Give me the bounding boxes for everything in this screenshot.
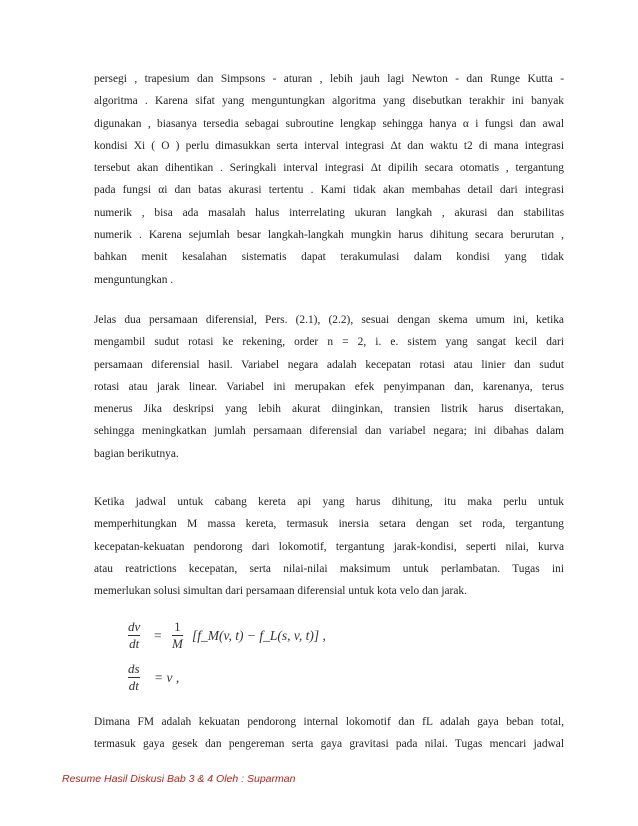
equation-2-rhs: = v , bbox=[154, 670, 180, 685]
fraction-denominator: M bbox=[172, 636, 183, 651]
text-line: persamaan diferensial hasil. Variabel negara adalah kecepatan rotasi atau linier dan sudut bbox=[94, 358, 564, 371]
one-over-m-fraction bbox=[172, 620, 183, 651]
ds-dt-fraction bbox=[128, 662, 140, 693]
text-line: atau reatrictions kecepatan, serta nilai-nilai maksimum untuk perlambatan. Tugas ini bbox=[94, 562, 564, 575]
dv-dt-fraction bbox=[128, 620, 140, 651]
text-line: sehingga meningkatkan jumlah persamaan diferensial dan variabel negara; ini dibahas dalam bbox=[94, 425, 564, 438]
text-line: numerik . Karena sejumlah besar langkah-langkah mungkin harus dihitung secara berurutan , bbox=[94, 229, 564, 242]
differential-equations bbox=[128, 618, 358, 700]
fraction-numerator: dv bbox=[128, 619, 141, 634]
fraction-denominator: dt bbox=[128, 678, 139, 693]
paragraph-1 bbox=[94, 68, 564, 291]
text-line: pada fungsi αi dan batas akurasi tertentu . Kami tidak akan membahas detail dari integrasi bbox=[94, 184, 564, 197]
text-line: Ketika jadwal untuk cabang kereta api yang harus dihitung, itu maka perlu untuk bbox=[94, 496, 564, 508]
text-line: digunakan , biasanya tersedia sebagai subroutine lengkap sehingga hanya α i fungsi dan awal bbox=[94, 117, 564, 130]
text-line: kecepatan-kekuatan pendorong dari lokomotif, tergantung jarak-kondisi, seperti nilai, kurva bbox=[94, 540, 564, 553]
text-line: rotasi atau jarak linear. Variabel ini merupakan efek penyimpanan dan, karenanya, terus bbox=[94, 380, 564, 393]
text-line: algoritma . Karena sifat yang menguntungkan algoritma yang disebutkan terakhir ini banyak bbox=[94, 95, 564, 108]
paragraph-4 bbox=[94, 711, 564, 756]
page-footer: Resume Hasil Diskusi Bab 3 & 4 Oleh : Suparman bbox=[62, 773, 296, 785]
text-line: bagian berikutnya. bbox=[94, 447, 179, 460]
text-line: persegi , trapesium dan Simpsons - aturan , lebih jauh lagi Newton - dan Runge Kutta - bbox=[94, 73, 564, 85]
text-line: Jelas dua persamaan diferensial, Pers. (2.1), (2.2), sesuai dengan skema umum ini, ketika bbox=[94, 314, 564, 326]
text-line: tersebut akan dihentikan . Seringkali interval integrasi Δt dipilih secara otomatis , tergantung bbox=[94, 162, 564, 175]
fraction-numerator: 1 bbox=[174, 619, 181, 634]
fraction-denominator: dt bbox=[129, 636, 140, 651]
text-line: menguntungkan . bbox=[94, 273, 174, 286]
equation-1-rhs: [f_M(v, t) − f_L(s, v, t)] , bbox=[192, 628, 326, 643]
text-line: menerus Jika deskripsi yang lebih akurat diinginkan, transien listrik harus disertakan, bbox=[94, 403, 564, 416]
fraction-numerator: ds bbox=[128, 661, 140, 676]
text-line: mengambil sudut rotasi ke rekening, order n = 2, i. e. sistem yang sangat kecil dari bbox=[94, 336, 564, 349]
paragraph-2 bbox=[94, 309, 564, 465]
text-line: termasuk gaya gesek dan pengereman serta gaya gravitasi pada nilai. Tugas mencari jadwal bbox=[94, 738, 564, 751]
text-line: bahkan menit kesalahan sistematis dapat terakumulasi dalam kondisi yang tidak bbox=[94, 251, 564, 264]
equals-sign: = bbox=[154, 628, 162, 643]
text-line: Dimana FM adalah kekuatan pendorong internal lokomotif dan fL adalah gaya beban total, bbox=[94, 716, 564, 728]
paragraph-3 bbox=[94, 491, 564, 602]
text-line: memperhitungkan M massa kereta, termasuk inersia setara dengan set roda, tergantung bbox=[94, 518, 564, 531]
text-line: kondisi Xi ( O ) perlu dimasukkan serta interval integrasi Δt dan waktu t2 di mana integrasi bbox=[94, 139, 564, 152]
text-line: numerik , bisa ada masalah halus interrelating ukuran langkah , akurasi dan stabilitas bbox=[94, 206, 564, 219]
text-line: memerlukan solusi simultan dari persamaan diferensial untuk kota velo dan jarak. bbox=[94, 585, 467, 598]
